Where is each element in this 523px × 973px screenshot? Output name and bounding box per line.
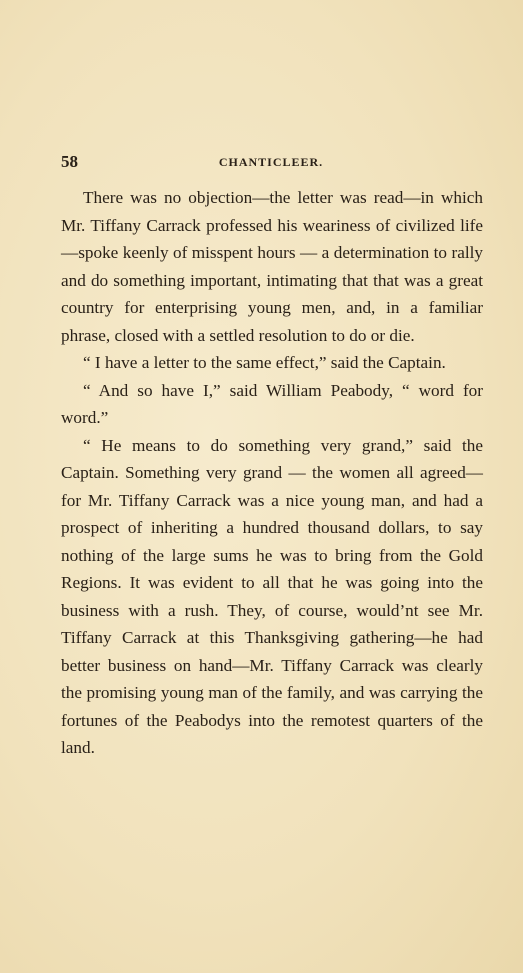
- running-head: CHANTICLEER.: [218, 155, 324, 169]
- paragraph: “ I have a letter to the same effect,” said the Captain.: [83, 353, 446, 372]
- page-header: [61, 152, 481, 174]
- page-number: 58: [61, 152, 78, 171]
- paragraph: There was no objection—the letter was read—in which Mr. Tiffany Carrack professed his weariness of civilized life—spoke keenly of misspent hours — a determination to rally and do something important, intimating that that was a great country for enterprising young men, and, in a familiar phrase, closed with a settled resolution to do or die.: [61, 188, 483, 345]
- body-text: [61, 184, 483, 762]
- paragraph: “ And so have I,” said William Peabody, “ word for word.”: [61, 380, 483, 427]
- paragraph: “ He means to do something very grand,” said the Captain. Something very grand — the women all agreed—for Mr. Tiffany Carrack was a nice young man, and had a prospect of inheriting a hundred thousand dollars, to say nothing of the large sums he was to bring from the Gold Regions. It was evident to all that he was going into the business with a rush. They, of course, would’nt see Mr. Tiffany Carrack at this Thanksgiving gathering—he had better business on hand—Mr. Tiffany Carrack was clearly the promising young man of the family, and was carrying the fortunes of the Peabodys into the remotest quarters of the land.: [61, 435, 483, 757]
